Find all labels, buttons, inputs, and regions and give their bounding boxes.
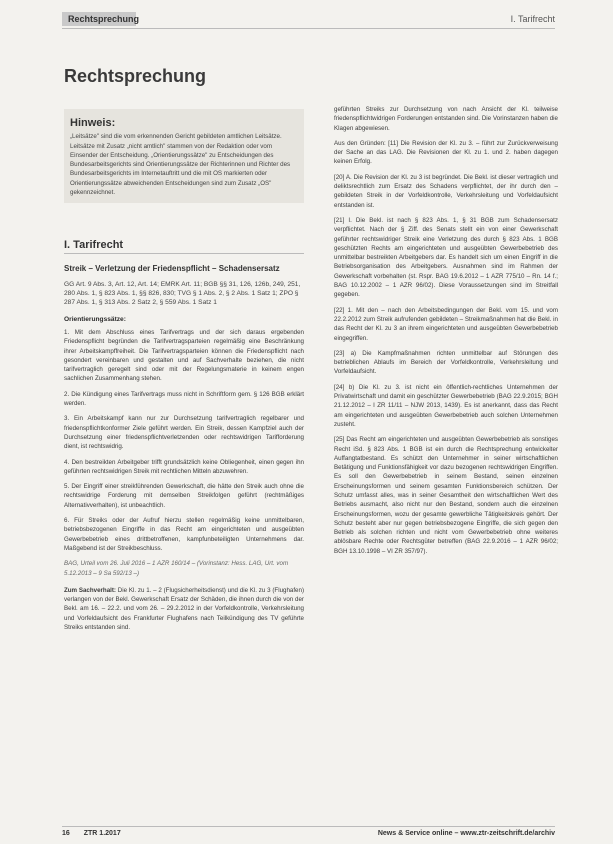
body-paragraph: [23] a) Die Kampfmaßnahmen richten unmittelbar auf Störungen des betrieblichen Ablaufs im Bereich der Vorfeldkontrolle, Verkehrsleitung und Vorfeldaufsicht.	[334, 349, 558, 376]
body-paragraph: geführten Streiks zur Durchsetzung von nach Ansicht der Kl. teilweise friedenspflichtwidrigen Forderungen entstanden sind. Die Vorinstanzen haben die Klagen abgewiesen.	[334, 106, 558, 132]
journal-issue: ZTR 1.2017	[83, 830, 121, 837]
norms-list: GG Art. 9 Abs. 3, Art. 12, Art. 14; EMRK Art. 11; BGB §§ 31, 126, 126b, 249, 251, 280 Abs. 1, § 823 Abs. 1, §§ 826, 830; TVG § 1 Abs. 2, § 2 Abs. 1 Satz 1; ZPO § 287 Abs. 1, § 313 Abs. 2 Satz 2, § 559 Abs. 1 Satz 1	[64, 280, 301, 306]
footer-archive-link[interactable]: News & Service online – www.ztr-zeitschrift.de/archiv	[377, 830, 555, 837]
left-column	[64, 105, 304, 638]
case-citation: BAG, Urteil vom 26. Juli 2016 – 1 AZR 160/14 – (Vorinstanz: Hess. LAG, Urt. vom 5.12.2013 – 9 Sa 592/13 –)	[64, 560, 289, 577]
right-column	[334, 105, 558, 562]
orientation-paragraph: 4. Den bestreikten Arbeitgeber trifft grundsätzlich keine Obliegenheit, einen gegen ihn geführten rechtswidrigen Streik mit rechtlichen Mitteln abzuwehren.	[64, 458, 304, 475]
body-paragraph: [25] Das Recht am eingerichteten und ausgeübten Gewerbebetrieb als sonstiges Recht iSd. § 823 Abs. 1 BGB ist ein durch die Rechtsprechung entwickelter Auffangtatbestand. Es schützt den Unternehmer in seiner wirtschaftlichen Betätigung und Funktionsfähigkeit vor dazu bezogenen rechtswidrigen Eingriffen. Es soll den Gewerbebetrieb in seinem Bestand, seinen einzelnen Erscheinungsformen und seinem gesamten Funktionsbereich schützen. Der Schutz umfasst alles, was in seiner Gesamtheit den wirtschaftlichen Wert des Betriebs ausmacht, also nicht nur den Bestand, sondern auch die einzelnen Erscheinungsformen, wozu der gesamte gewerbliche Tätigkeitskreis gehört. Der Schutz besteht aber nur gegen betriebsbezogene Eingriffe, die sich gegen den Betrieb als solchen richten und nicht vom Gewerbebetrieb ohne weiteres ablösbare Rechte oder Rechtsgüter betreffen (BAG 22.9.2016 – 1 AZR 96/02; BGH 13.10.1998 – VI ZR 357/97).	[334, 436, 558, 555]
hint-heading: Hinweis:	[70, 117, 116, 129]
body-paragraph: [24] b) Die Kl. zu 3. ist nicht ein öffentlich-rechtliches Unternehmen der Privatwirtschaft und damit ein geschützter Gewerbebetrieb (BAG 22.9.2015; BGH 21.12.2012 – I ZR 11/11 – NJW 2013, 1439). Es ist anerkannt, dass das Recht am eingerichteten und ausgeübten Gewerbebetrieb auch solchen Unternehmen zusteht.	[334, 383, 558, 428]
footer-left	[62, 830, 133, 837]
orientation-paragraph: 6. Für Streiks oder der Aufruf hierzu stellen regelmäßig keine unmittelbaren, betriebsbezogenen Eingriffe in das Recht am eingerichteten und ausgeübten Gewerbebetrieb eines drittbetroffenen, kampfunbeteiligten Unternehmens dar. Maßgebend ist der Streikbeschluss.	[64, 517, 304, 552]
case-title: Streik – Verletzung der Friedenspflicht – Schadensersatz	[64, 263, 280, 273]
facts-paragraph	[64, 586, 304, 632]
footer-divider	[62, 826, 555, 827]
page-number: 16	[62, 830, 70, 837]
orientation-paragraph: 5. Der Eingriff einer streikführenden Gewerkschaft, die hätte den Streik auch ohne die rechtswidrige Forderung mit demselben Streikfolgen geführt (rechtmäßiges Alternativverhalten), ist unbeachtlich.	[64, 483, 304, 509]
body-paragraph: Aus den Gründen: [11] Die Revision der Kl. zu 3. – führt zur Zurückverweisung der Sache an das LAG. Die Revisionen der Kl. zu 1. und 2. haben dagegen keinen Erfolg.	[334, 139, 558, 166]
body-paragraph: [20] A. Die Revision der Kl. zu 3 ist begründet. Die Bekl. ist dieser vertraglich und deliktsrechtlich zum Ersatz des Schadens verpflichtet, der ihr durch den – gebildeten Streik in der Vorfeldkontrolle, Verkehrsleitung und Vorfeldaufsicht entstanden ist.	[334, 173, 558, 209]
facts-lead: Zum Sachverhalt:	[64, 586, 116, 594]
hint-text: „Leitsätze" sind die vom erkennenden Gericht gebildeten amtlichen Leitsätze. Leitsätze mit Zusatz „nicht amtlich" stammen von der Redaktion oder vom Einsender der Entscheidung. „Orientierungssätze" zu Entscheidungen des Bundesarbeitsgerichts sind Orientierungssätze der Richterinnen und Richter des Bundesarbeitsgerichts im Internetauftritt und die mit OS markierten oder Orientierungssätze abweichenden Entscheidungen sind zum Zusatz „OS" gekennzeichnet.	[70, 133, 291, 197]
orientation-paragraph: 2. Die Kündigung eines Tarifvertrags muss nicht in Schriftform gem. § 126 BGB erklärt werden.	[64, 390, 304, 408]
orientation-heading: Orientierungssätze:	[64, 315, 126, 323]
header-section-label: I. Tarifrecht	[510, 14, 555, 24]
orientation-paragraph: 3. Ein Arbeitskampf kann nur zur Durchsetzung tarifvertraglich regelbarer und friedenspflichtkonformer Ziele geführt werden. Ein Streik, dessen Kampfziel auch der Durchsetzung einer friedenspflichtverletzenden oder rechtswidrigen Tarifforderung dient, ist rechtswidrig.	[64, 415, 304, 451]
orientation-paragraph: 1. Mit dem Abschluss eines Tarifvertrags und der sich daraus ergebenden Friedenspflicht begründen die Tarifvertragsparteien regelmäßig eine Beschränkung ihrer Arbeitskampffreiheit. Die Tarifvertragsparteien können die Friedenspflicht nach gesondert vereinbaren und gestalten und auf Sachverhalte beziehen, die nicht tarifvertraglich geregelt sind oder mit der Regelungsmaterie in keinem engen sachlichen Zusammenhang stehen.	[64, 328, 304, 383]
section-heading: I. Tarifrecht	[64, 241, 304, 253]
hint-box	[64, 109, 304, 203]
page-title: Rechtsprechung	[64, 66, 207, 86]
header-section-tab: Rechtsprechung	[62, 12, 136, 26]
body-paragraph: [21] I. Die Bekl. ist nach § 823 Abs. 1, § 31 BGB zum Schadensersatz verpflichtet. Nach der § Ziff. des Senats stellt ein von einer Gewerkschaft geführter rechtswidriger Streik eine Verletzung des durch § 823 Abs. 1 BGB geschützten Rechts am eingerichteten und ausgeübten Gewerbebetrieb des unmittelbar bestreikten Arbeitgebers dar. Es handelt sich um einen Eingriff in die Betriebsorganisation des Arbeitgebers. Ausnahmen sind im Rahmen der Gewerkschaft vorbehalten (st. Rspr. BAG 19.6.2012 – 1 AZR 775/10 – Rn. 14 f.; BAG 10.12.2002 – 1 AZR 96/02). Diese Voraussetzungen sind im Streitfall gegeben.	[334, 216, 558, 299]
body-paragraph: [22] 1. Mit den – nach den Arbeitsbedingungen der Bekl. vom 15. und vom 22.2.2012 zum Streik aufrufenden gebildeten – Streikmaßnahmen hat die Bekl. in das Recht der Kl. zu 3 an ihrem eingerichteten und ausgeübten Gewerbebetrieb eingegriffen.	[334, 306, 558, 342]
header-divider	[62, 28, 555, 29]
facts-text: Die Kl. zu 1. – 2 (Flugsicherheitsdienst) und die Kl. zu 3 (Flughafen) verlangen von der Bekl. Gewerkschaft Ersatz der Schäden, die ihnen durch die von der Bekl. am 16. – 22.2. und vom 26. – 29.2.2012 in der Vorfeldkontrolle, Verkehrsleitung und Vorfeldaufsicht des Frankfurter Flughafens nach Teilkündigung des TV geführte Streiks entstanden sind.	[64, 586, 305, 631]
